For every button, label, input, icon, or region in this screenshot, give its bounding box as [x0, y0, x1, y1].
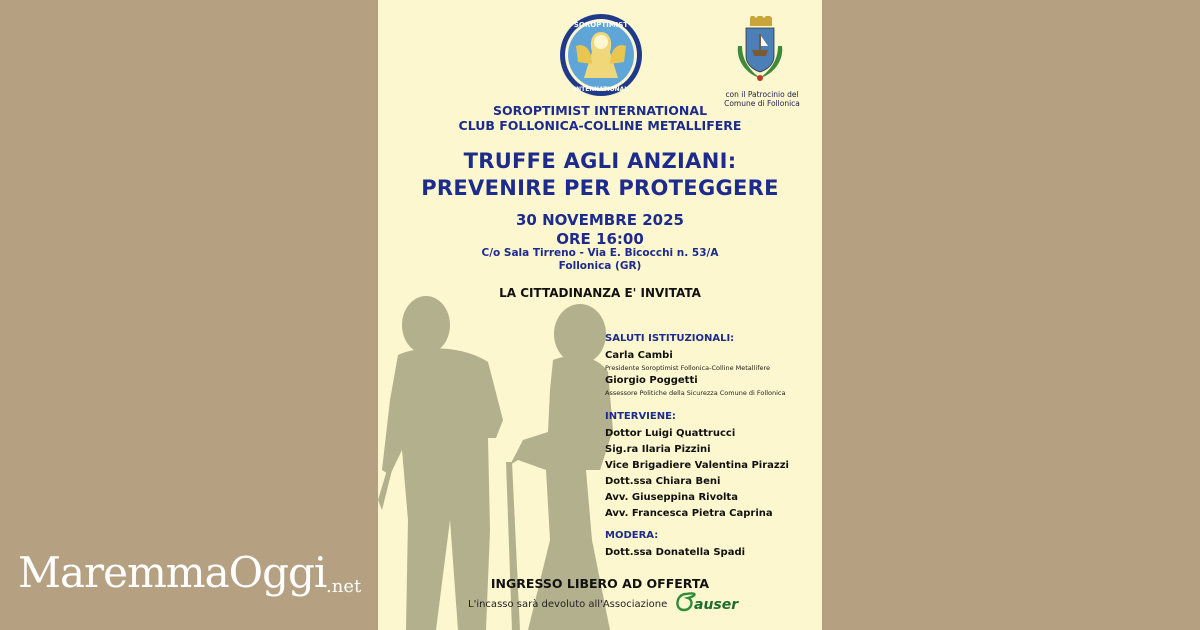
event-datetime — [378, 211, 822, 249]
woman-head — [554, 304, 606, 364]
speaker-name: Avv. Francesca Pietra Caprina — [605, 508, 773, 519]
invitation-text: LA CITTADINANZA E' INVITATA — [499, 286, 701, 300]
maremmaoggi-logo-suffix[interactable]: .net — [326, 576, 362, 597]
auser-logo — [674, 590, 744, 614]
moderator-heading: MODERA: — [605, 530, 659, 541]
event-title — [378, 148, 822, 202]
soroptimist-logo — [558, 12, 644, 98]
patronage-line1: con il Patrocinio del — [725, 90, 799, 99]
donation-text: L'incasso sarà devoluto all'Associazione — [468, 599, 668, 610]
organization-name — [378, 103, 822, 133]
speaker-name: Vice Brigadiere Valentina Pirazzi — [605, 460, 789, 471]
greeting-name: Giorgio Poggetti — [605, 375, 698, 386]
maremmaoggi-logo[interactable]: MaremmaOggi — [18, 548, 327, 597]
auser-logo-text: auser — [694, 597, 739, 613]
title-line1: TRUFFE AGLI ANZIANI: — [463, 149, 737, 173]
venue-line1: C/o Sala Tirreno - Via E. Bicocchi n. 53/A — [481, 247, 719, 259]
entry-text: INGRESSO LIBERO AD OFFERTA — [490, 576, 710, 591]
speaker-name: Avv. Giuseppina Rivolta — [605, 492, 738, 503]
venue-line2: Follonica (GR) — [558, 260, 642, 272]
event-date: 30 NOVEMBRE 2025 — [516, 211, 684, 229]
speaker-name: Sig.ra Ilaria Pizzini — [605, 444, 711, 455]
patronage-line2: Comune di Follonica — [724, 99, 800, 108]
man-head — [402, 296, 450, 354]
speakers-heading: INTERVIENE: — [605, 411, 676, 422]
speaker-name: Dott.ssa Chiara Beni — [605, 476, 721, 487]
moderator-name: Dott.ssa Donatella Spadi — [605, 547, 746, 558]
logo-text-top: SOROPTIMIST — [573, 21, 629, 29]
title-line2: PREVENIRE PER PROTEGGERE — [421, 176, 779, 200]
logo-text-bottom: INTERNATIONAL — [573, 86, 629, 93]
org-line1: SOROPTIMIST INTERNATIONAL — [492, 103, 708, 118]
event-venue — [378, 247, 822, 273]
greeting-role: Presidente Soroptimist Follonica-Colline Metallifere — [605, 364, 771, 372]
event-time: ORE 16:00 — [556, 230, 644, 248]
org-line2: CLUB FOLLONICA-COLLINE METALLIFERE — [458, 118, 742, 133]
speaker-name: Dottor Luigi Quattrucci — [605, 428, 736, 439]
greeting-role: Assessore Politiche della Sicurezza Comune di Follonica — [605, 389, 786, 397]
greeting-name: Carla Cambi — [605, 350, 673, 361]
event-poster — [378, 0, 822, 630]
greetings-heading: SALUTI ISTITUZIONALI: — [605, 333, 735, 344]
coat-of-arms-icon — [732, 16, 788, 88]
